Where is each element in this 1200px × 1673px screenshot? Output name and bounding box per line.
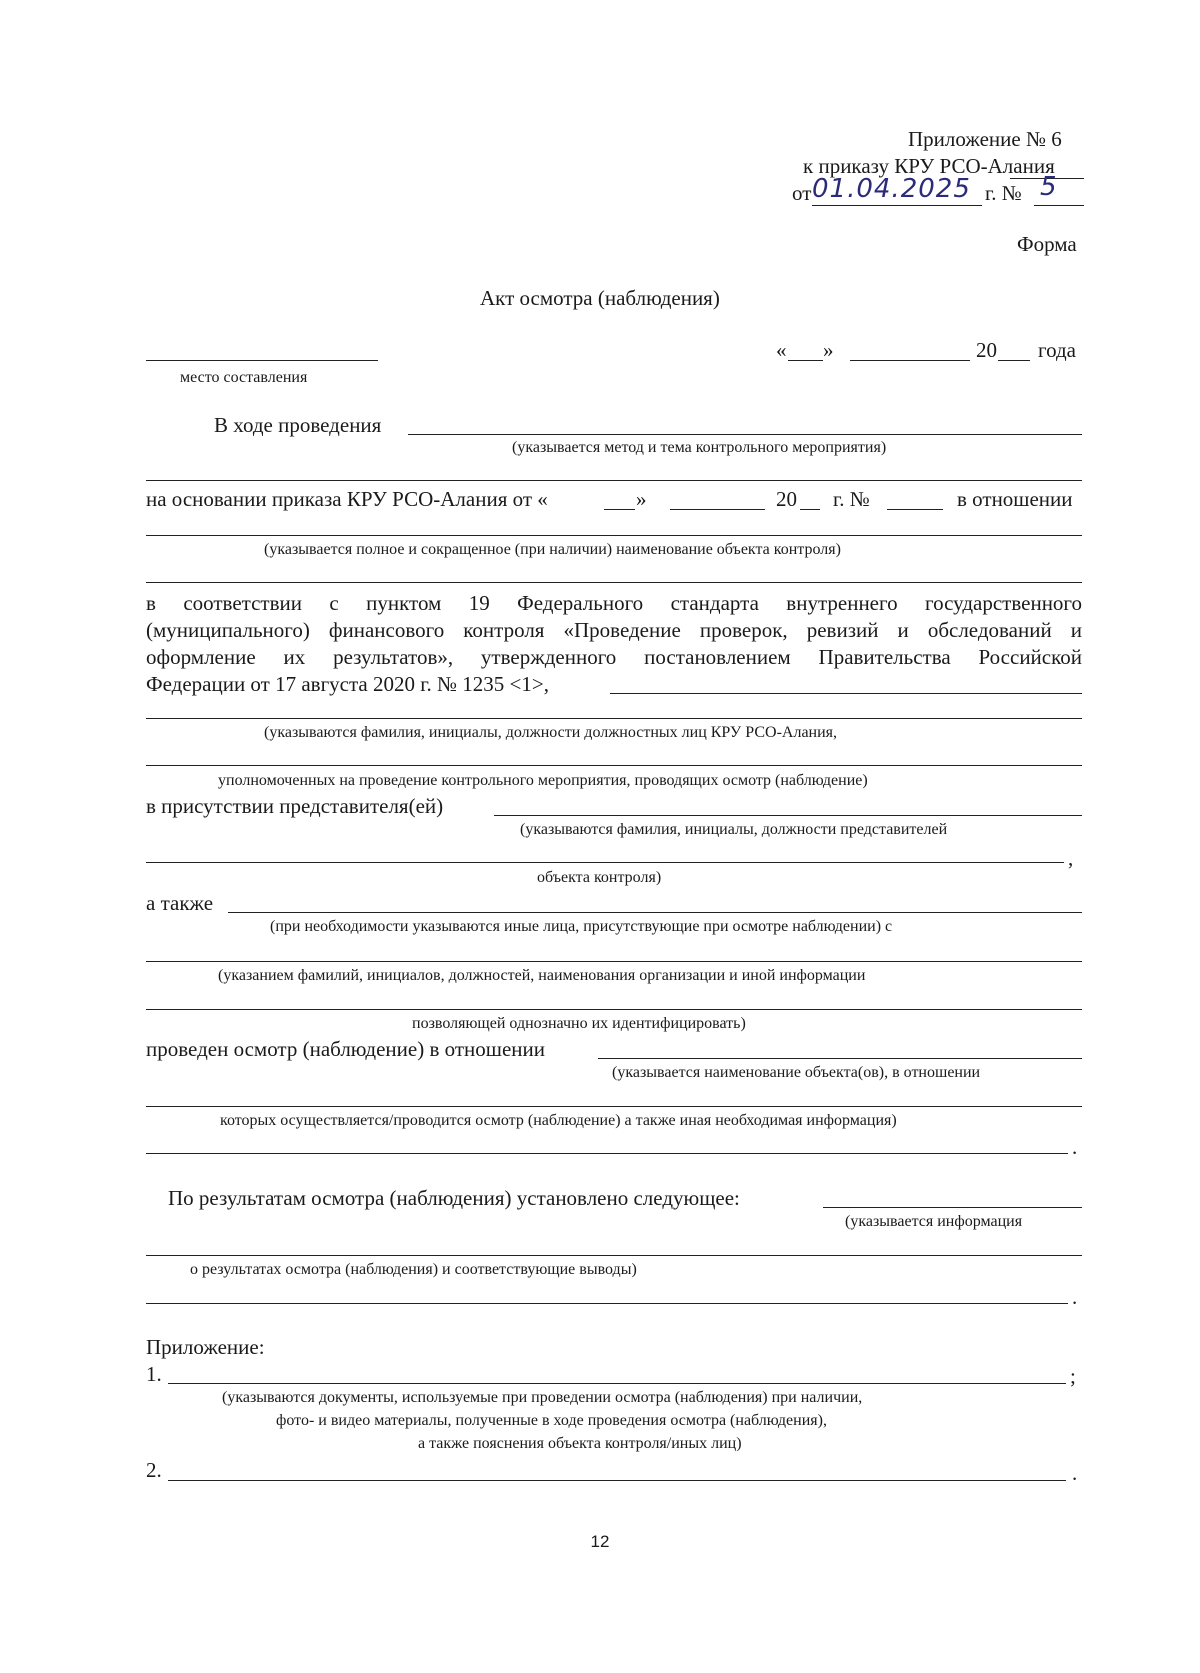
appendix-item-2-blank <box>168 1480 1066 1481</box>
inspection-label: проведен осмотр (наблюдение) в отношении <box>146 1037 545 1061</box>
page-number: 12 <box>590 1532 610 1551</box>
appendix-caption-3: а также пояснения объекта контроля/иных лиц) <box>418 1435 742 1452</box>
order-reference: к приказу КРУ РСО-Алания <box>803 154 1055 178</box>
appendix-label: Приложение: <box>146 1335 265 1359</box>
basis-close-quote: » <box>636 487 647 511</box>
results-period: . <box>1072 1285 1078 1309</box>
basis-day-blank <box>604 509 635 510</box>
presence-blank-2 <box>146 862 1064 863</box>
accordance-line-2: (муниципального) финансового контроля «Проведение проверок, ревизий и обследований и <box>146 618 1082 642</box>
inspection-caption-2: которых осуществляется/проводится осмотр (наблюдение) а также иная необходимая информация) <box>220 1112 897 1129</box>
appendix-number: Приложение № 6 <box>908 127 1062 151</box>
accordance-line-3: оформление их результатов», утвержденного постановлением Правительства Российской <box>146 645 1082 669</box>
inspection-blank-2 <box>146 1106 1082 1107</box>
basis-number-blank <box>887 509 943 510</box>
year-word: года <box>1038 338 1076 362</box>
inspection-blank-3 <box>146 1153 1068 1154</box>
appendix-caption-2: фото- и видео материалы, полученные в ходе проведения осмотра (наблюдения), <box>276 1412 827 1429</box>
course-blank-2 <box>146 480 1082 481</box>
officials-caption-1: (указываются фамилия, инициалы, должности должностных лиц КРУ РСО-Алания, <box>264 724 838 741</box>
course-caption: (указывается метод и тема контрольного мероприятия) <box>512 439 887 456</box>
basis-month-blank <box>670 509 765 510</box>
place-blank <box>146 360 378 361</box>
year-blank <box>998 360 1030 361</box>
object-blank <box>146 535 1082 536</box>
presence-caption-2: объекта контроля) <box>537 869 662 886</box>
inspection-caption-1: (указывается наименование объекта(ов), в отношении <box>612 1064 981 1081</box>
inspection-period: . <box>1072 1135 1078 1159</box>
order-number-label: г. № <box>985 181 1022 205</box>
basis-prefix: на основании приказа КРУ РСО-Алания от « <box>146 487 548 511</box>
also-blank <box>228 912 1082 913</box>
handwritten-number: 5 <box>1040 172 1058 202</box>
officials-blank-3 <box>146 765 1082 766</box>
course-blank <box>408 434 1082 435</box>
presence-comma: , <box>1068 846 1074 870</box>
officials-caption-2: уполномоченных на проведение контрольного мероприятия, проводящих осмотр (наблюдение) <box>218 772 868 789</box>
appendix-item-2-number: 2. <box>146 1458 162 1482</box>
also-blank-3 <box>146 1009 1082 1010</box>
object-caption: (указывается полное и сокращенное (при наличии) наименование объекта контроля) <box>264 541 841 558</box>
also-caption-2: (указанием фамилий, инициалов, должностей, наименования организации и иной информации <box>218 967 866 984</box>
also-blank-2 <box>146 961 1082 962</box>
year-prefix: 20 <box>976 338 997 362</box>
results-blank-2 <box>146 1255 1082 1256</box>
date-underline <box>812 205 982 206</box>
results-label: По результатам осмотра (наблюдения) установлено следующее: <box>168 1186 740 1210</box>
place-caption: место составления <box>180 369 308 386</box>
appendix-item-1-blank <box>168 1383 1066 1384</box>
basis-year-blank <box>800 509 820 510</box>
date-prefix: от <box>792 181 812 205</box>
date-close-quote: » <box>823 338 834 362</box>
course-label: В ходе проведения <box>214 413 382 437</box>
number-underline <box>1034 205 1084 206</box>
officials-blank-1 <box>610 693 1082 694</box>
object-blank-2 <box>146 582 1082 583</box>
appendix-caption-1: (указываются документы, используемые при проведении осмотра (наблюдения) при наличии, <box>222 1389 863 1406</box>
basis-suffix: в отношении <box>957 487 1073 511</box>
document-title: Акт осмотра (наблюдения) <box>480 286 720 310</box>
presence-caption-1: (указываются фамилия, инициалы, должности представителей <box>520 821 948 838</box>
month-blank <box>850 360 970 361</box>
results-caption-1: (указывается информация <box>845 1213 1023 1230</box>
results-blank <box>823 1207 1082 1208</box>
presence-label: в присутствии представителя(ей) <box>146 794 444 818</box>
basis-year-prefix: 20 <box>776 487 797 511</box>
also-label: а также <box>146 891 214 915</box>
appendix-item-1-end: ; <box>1070 1364 1076 1388</box>
presence-blank <box>494 815 1082 816</box>
handwritten-date: 01.04.2025 <box>812 174 971 204</box>
results-blank-3 <box>146 1303 1068 1304</box>
day-blank <box>788 360 823 361</box>
basis-number-label: г. № <box>833 487 870 511</box>
inspection-blank <box>598 1058 1082 1059</box>
officials-blank-2 <box>146 718 1082 719</box>
form-label: Форма <box>1017 232 1077 256</box>
also-caption-1: (при необходимости указываются иные лица, присутствующие при осмотре наблюдении) с <box>270 918 893 935</box>
results-caption-2: о результатах осмотра (наблюдения) и соответствующие выводы) <box>190 1261 637 1278</box>
appendix-item-1-number: 1. <box>146 1362 162 1386</box>
appendix-item-2-end: . <box>1072 1461 1078 1485</box>
also-caption-3: позволяющей однозначно их идентифицировать) <box>412 1015 746 1032</box>
accordance-line-4: Федерации от 17 августа 2020 г. № 1235 <1>, <box>146 672 549 696</box>
date-open-quote: « <box>776 338 787 362</box>
accordance-line-1: в соответствии с пунктом 19 Федерального стандарта внутреннего государственного <box>146 591 1083 615</box>
